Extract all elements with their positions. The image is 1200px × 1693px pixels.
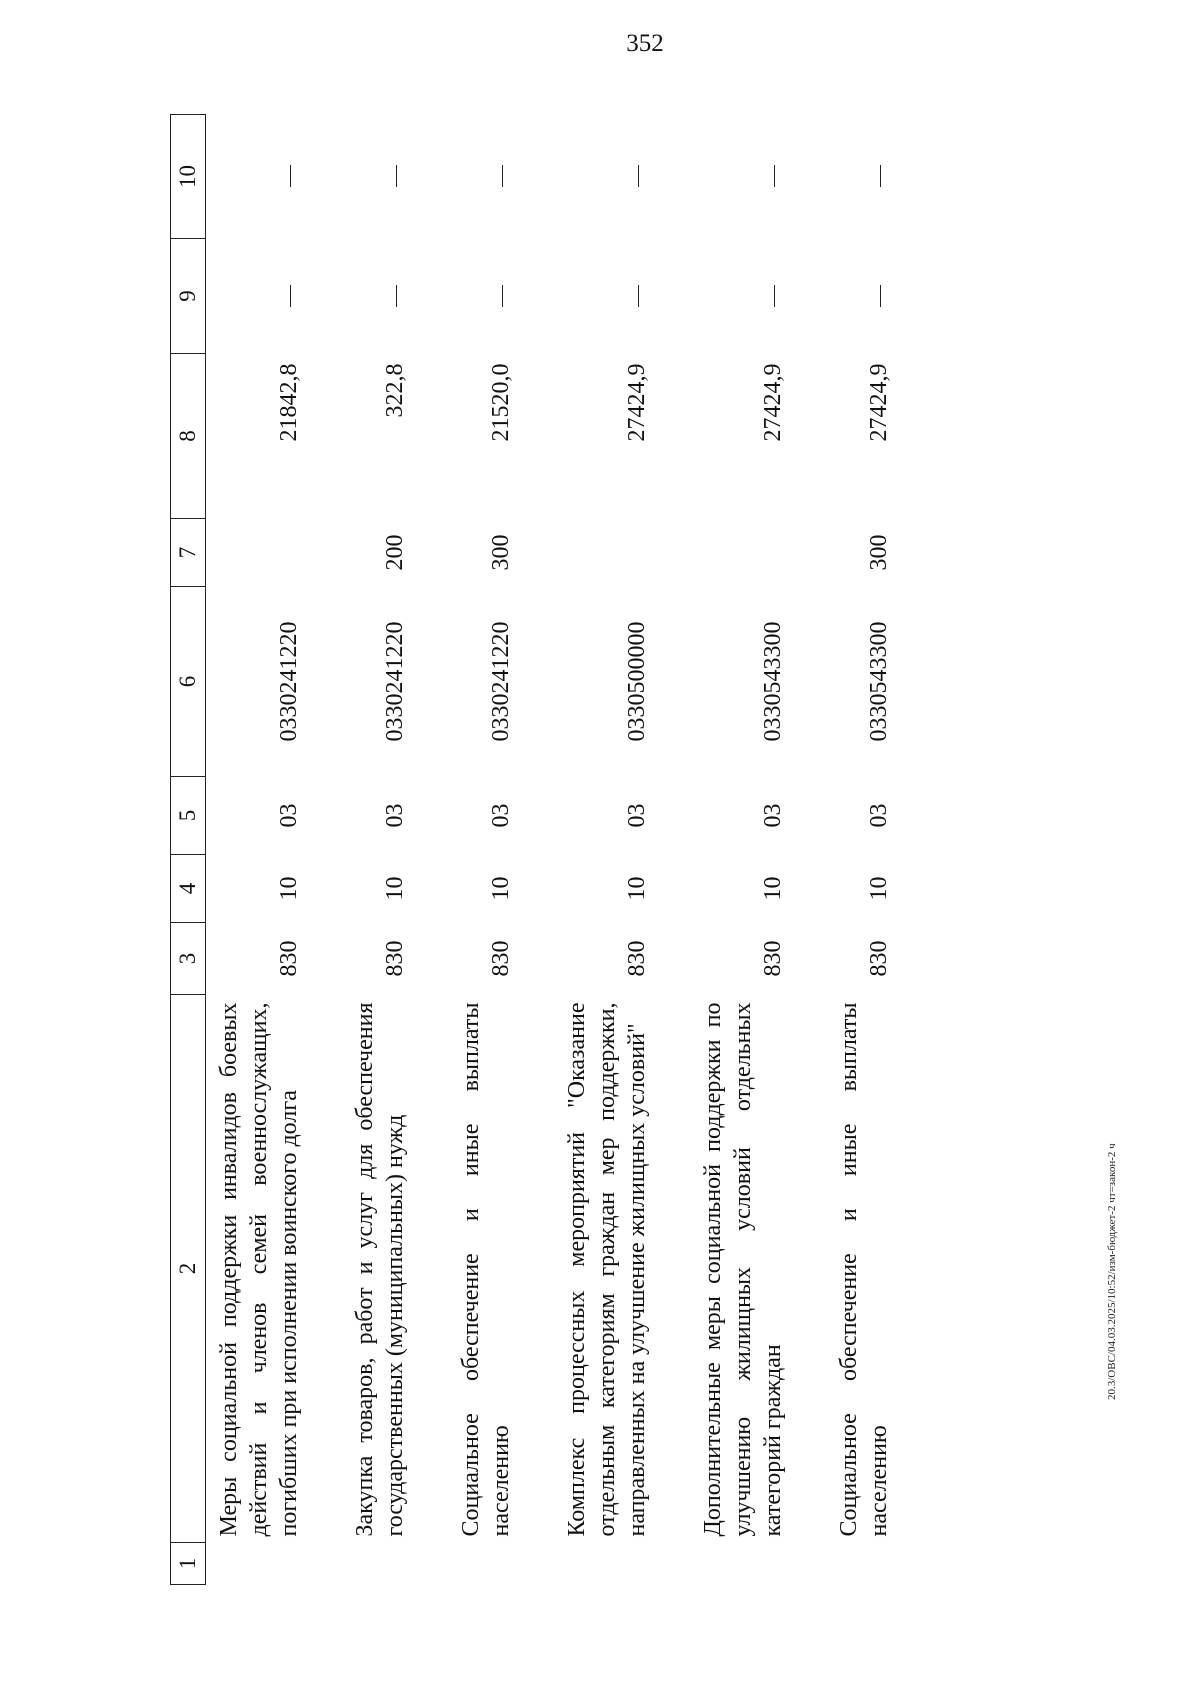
row-amount: 27424,9 <box>866 363 892 442</box>
table-row <box>690 115 790 1585</box>
row-code-7 <box>206 519 307 587</box>
dash-mark <box>638 285 639 307</box>
table-row <box>826 115 896 1585</box>
row-code-3: 830 <box>488 940 514 977</box>
row-col-9 <box>690 239 790 354</box>
row-amount: 27424,9 <box>760 363 786 442</box>
header-col-3: 3 <box>171 923 206 995</box>
header-col-2: 2 <box>171 995 206 1543</box>
row-code-5: 03 <box>276 803 302 828</box>
document-footer-code: 20.3/ОВС/04.03.2025/10:52/изм-бюджет-2 чт=закон-2 ч <box>1106 1143 1118 1400</box>
row-amount: 21842,8 <box>276 363 302 442</box>
dash-mark <box>290 166 291 188</box>
row-col-10 <box>554 115 654 239</box>
row-code-6: 0330500000 <box>624 621 650 742</box>
header-col-1: 1 <box>171 1543 206 1585</box>
row-col-10 <box>206 115 307 239</box>
dash-mark <box>502 285 503 307</box>
dash-mark <box>880 166 881 188</box>
header-col-4: 4 <box>171 855 206 923</box>
row-col-9 <box>554 239 654 354</box>
row-amount: 21520,0 <box>488 363 514 442</box>
row-code-5: 03 <box>624 803 650 828</box>
table-row <box>206 115 307 1585</box>
row-code-7: 300 <box>488 534 514 571</box>
row-code-5: 03 <box>488 803 514 828</box>
row-code-7 <box>690 519 790 587</box>
dash-mark <box>774 285 775 307</box>
dash-mark <box>880 285 881 307</box>
header-col-7: 7 <box>171 519 206 587</box>
row-amount: 27424,9 <box>624 363 650 442</box>
row-code-3: 830 <box>866 940 892 977</box>
row-code-5: 03 <box>382 803 408 828</box>
budget-table <box>170 114 896 1585</box>
row-code-4: 10 <box>760 876 786 901</box>
row-code-6: 0330241220 <box>488 621 514 742</box>
header-col-9: 9 <box>171 239 206 354</box>
dash-mark <box>638 166 639 188</box>
row-code-3: 830 <box>276 940 302 977</box>
row-code-7: 300 <box>866 534 892 571</box>
row-code-4: 10 <box>382 876 408 901</box>
row-code-6: 0330543300 <box>760 621 786 742</box>
row-code-5: 03 <box>760 803 786 828</box>
row-col-9 <box>206 239 307 354</box>
row-code-5: 03 <box>866 803 892 828</box>
table-row <box>448 115 518 1585</box>
header-col-10: 10 <box>171 115 206 239</box>
row-code-4: 10 <box>866 876 892 901</box>
row-name: Социальное обеспечение и иные выплаты населению <box>458 1002 514 1537</box>
row-name: Меры социальной поддержки инвалидов боевых действий и членов семей военнослужащих, погибших при исполнении воинского долга <box>216 1002 302 1537</box>
header-col-5: 5 <box>171 777 206 855</box>
table-row <box>342 115 412 1585</box>
row-code-7: 200 <box>382 534 408 571</box>
table-row <box>554 115 654 1585</box>
row-code-3: 830 <box>760 940 786 977</box>
header-col-6: 6 <box>171 587 206 777</box>
row-name: Социальное обеспечение и иные выплаты населению <box>836 1002 892 1537</box>
row-code-6: 0330241220 <box>276 621 302 742</box>
row-code-4: 10 <box>488 876 514 901</box>
row-col-10 <box>342 115 412 239</box>
dash-mark <box>502 166 503 188</box>
row-col-10 <box>690 115 790 239</box>
dash-mark <box>290 285 291 307</box>
row-code-6: 0330543300 <box>866 621 892 742</box>
row-col-9 <box>826 239 896 354</box>
dash-mark <box>774 166 775 188</box>
row-amount: 322,8 <box>382 363 408 418</box>
table-header <box>171 115 206 1585</box>
row-code-4: 10 <box>624 876 650 901</box>
header-col-8: 8 <box>171 354 206 519</box>
rotated-table-container <box>170 115 1090 1585</box>
table-body <box>206 115 897 1585</box>
row-code-4: 10 <box>276 876 302 901</box>
header-row <box>171 115 206 1585</box>
row-col-9 <box>448 239 518 354</box>
dash-mark <box>396 285 397 307</box>
row-code-3: 830 <box>624 940 650 977</box>
row-code-3: 830 <box>382 940 408 977</box>
page-number: 352 <box>626 30 664 57</box>
row-name: Комплекс процессных мероприятий "Оказание отдельным категориям граждан мер поддержки, направленных на улучшение жилищных условий" <box>564 1002 650 1537</box>
row-col-9 <box>342 239 412 354</box>
row-code-6: 0330241220 <box>382 621 408 742</box>
row-name: Дополнительные меры социальной поддержки по улучшению жилищных условий отдельных категорий граждан <box>700 1002 786 1537</box>
dash-mark <box>396 166 397 188</box>
row-col-10 <box>448 115 518 239</box>
row-col-10 <box>826 115 896 239</box>
row-name: Закупка товаров, работ и услуг для обеспечения государственных (муниципальных) нужд <box>352 1002 408 1537</box>
row-code-7 <box>554 519 654 587</box>
